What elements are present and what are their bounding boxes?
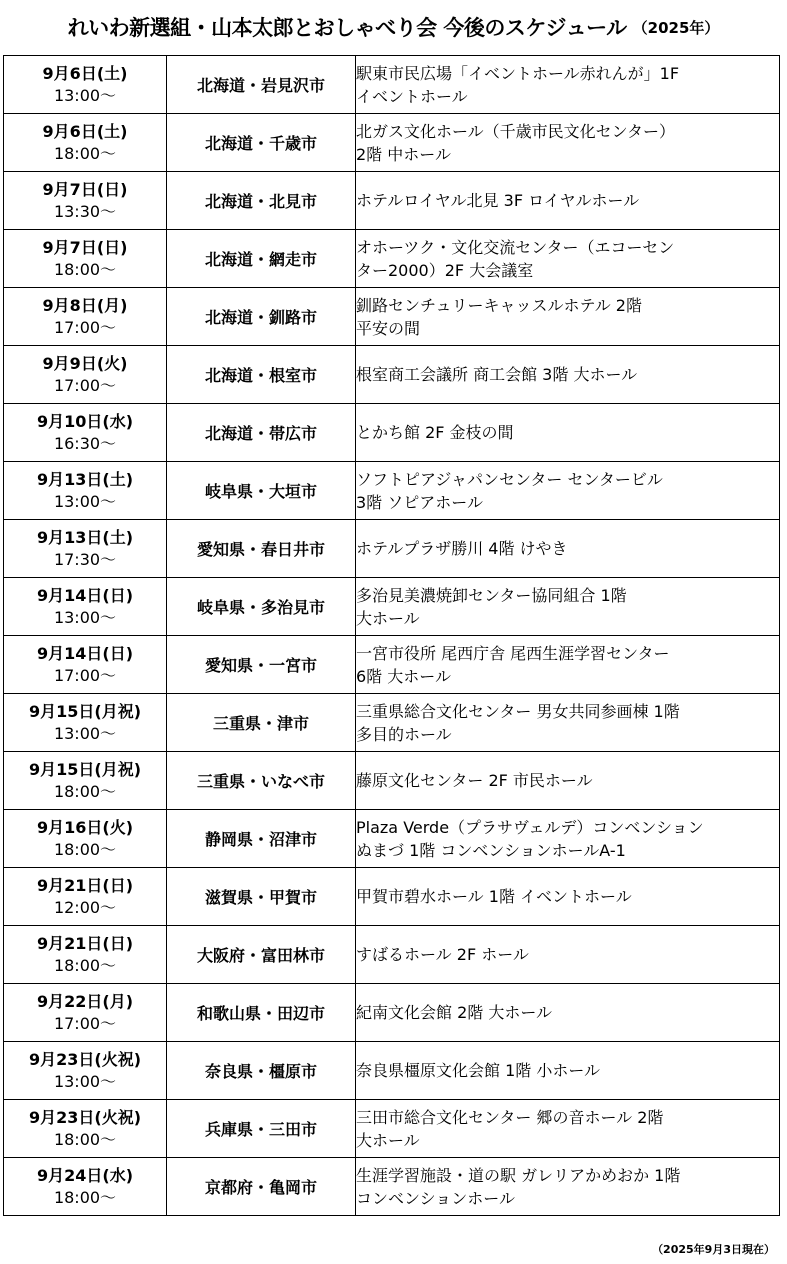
- event-date: 9月15日(月祝): [28, 759, 142, 779]
- date-time-cell: [4, 578, 167, 636]
- table-row: [4, 868, 780, 926]
- event-venue: オホーツク・文化交流センター（エコーセン ター2000）2F 大会議室: [356, 230, 780, 288]
- table-row: [4, 1100, 780, 1158]
- event-venue: すばるホール 2F ホール: [356, 926, 780, 984]
- event-location: 北海道・根室市: [167, 346, 356, 404]
- table-row: [4, 1042, 780, 1100]
- event-location: 北海道・釧路市: [167, 288, 356, 346]
- event-date: 9月7日(日): [42, 237, 128, 257]
- event-time: 17:00〜: [53, 375, 117, 395]
- date-time-cell: [4, 694, 167, 752]
- event-date: 9月14日(日): [36, 643, 134, 663]
- event-time: 18:00〜: [53, 839, 117, 859]
- event-date: 9月7日(日): [42, 179, 128, 199]
- event-time: 18:00〜: [53, 781, 117, 801]
- event-time: 13:00〜: [53, 491, 117, 511]
- date-time-cell: [4, 56, 167, 114]
- event-date: 9月16日(火): [36, 817, 134, 837]
- table-row: [4, 230, 780, 288]
- table-row: [4, 1158, 780, 1216]
- event-location: 静岡県・沼津市: [167, 810, 356, 868]
- event-date: 9月13日(土): [36, 469, 134, 489]
- event-venue: 釧路センチュリーキャッスルホテル 2階 平安の間: [356, 288, 780, 346]
- event-date: 9月10日(水): [36, 411, 134, 431]
- date-time-cell: [4, 810, 167, 868]
- date-time-cell: [4, 114, 167, 172]
- event-time: 13:00〜: [53, 723, 117, 743]
- event-date: 9月6日(土): [42, 63, 128, 83]
- event-date: 9月14日(日): [36, 585, 134, 605]
- event-location: 北海道・千歳市: [167, 114, 356, 172]
- event-time: 18:00〜: [53, 1187, 117, 1207]
- event-date: 9月23日(火祝): [28, 1049, 142, 1069]
- event-location: 愛知県・春日井市: [167, 520, 356, 578]
- date-time-cell: [4, 1158, 167, 1216]
- event-location: 三重県・津市: [167, 694, 356, 752]
- page-title: [0, 0, 787, 54]
- event-time: 12:00〜: [53, 897, 117, 917]
- table-row: [4, 462, 780, 520]
- event-venue: Plaza Verde（プラサヴェルデ）コンベンション ぬまづ 1階 コンベンションホールA-1: [356, 810, 780, 868]
- date-time-cell: [4, 172, 167, 230]
- table-row: [4, 810, 780, 868]
- event-time: 13:00〜: [53, 1071, 117, 1091]
- event-date: 9月21日(日): [36, 933, 134, 953]
- event-time: 18:00〜: [53, 955, 117, 975]
- date-time-cell: [4, 346, 167, 404]
- event-location: 三重県・いなべ市: [167, 752, 356, 810]
- event-time: 18:00〜: [53, 259, 117, 279]
- event-location: 北海道・北見市: [167, 172, 356, 230]
- event-time: 17:00〜: [53, 1013, 117, 1033]
- event-time: 13:00〜: [53, 85, 117, 105]
- event-time: 17:00〜: [53, 317, 117, 337]
- event-date: 9月21日(日): [36, 875, 134, 895]
- event-venue: 三田市総合文化センター 郷の音ホール 2階 大ホール: [356, 1100, 780, 1158]
- date-time-cell: [4, 288, 167, 346]
- event-time: 18:00〜: [53, 143, 117, 163]
- table-row: [4, 520, 780, 578]
- date-time-cell: [4, 926, 167, 984]
- event-location: 大阪府・富田林市: [167, 926, 356, 984]
- date-time-cell: [4, 404, 167, 462]
- as-of-date-note: （2025年9月3日現在）: [652, 1243, 775, 1256]
- event-date: 9月8日(月): [42, 295, 128, 315]
- date-time-cell: [4, 868, 167, 926]
- event-venue: 一宮市役所 尾西庁舎 尾西生涯学習センター 6階 大ホール: [356, 636, 780, 694]
- event-date: 9月23日(火祝): [28, 1107, 142, 1127]
- table-row: [4, 984, 780, 1042]
- event-location: 北海道・岩見沢市: [167, 56, 356, 114]
- event-location: 岐阜県・大垣市: [167, 462, 356, 520]
- event-venue: ホテルプラザ勝川 4階 けやき: [356, 520, 780, 578]
- date-time-cell: [4, 520, 167, 578]
- event-venue: 駅東市民広場「イベントホール赤れんが」1F イベントホール: [356, 56, 780, 114]
- event-location: 奈良県・橿原市: [167, 1042, 356, 1100]
- table-row: [4, 404, 780, 462]
- event-time: 16:30〜: [53, 433, 117, 453]
- event-venue: 紀南文化会館 2階 大ホール: [356, 984, 780, 1042]
- event-location: 京都府・亀岡市: [167, 1158, 356, 1216]
- event-venue: ホテルロイヤル北見 3F ロイヤルホール: [356, 172, 780, 230]
- event-venue: 根室商工会議所 商工会館 3階 大ホール: [356, 346, 780, 404]
- date-time-cell: [4, 1100, 167, 1158]
- event-time: 13:30〜: [53, 201, 117, 221]
- table-row: [4, 926, 780, 984]
- event-time: 13:00〜: [53, 607, 117, 627]
- event-date: 9月13日(土): [36, 527, 134, 547]
- event-venue: 北ガス文化ホール（千歳市民文化センター） 2階 中ホール: [356, 114, 780, 172]
- date-time-cell: [4, 636, 167, 694]
- table-row: [4, 636, 780, 694]
- schedule-year: （2025年）: [632, 18, 720, 37]
- schedule-table: [3, 55, 780, 1216]
- table-row: [4, 56, 780, 114]
- event-venue: 多治見美濃焼卸センター協同組合 1階 大ホール: [356, 578, 780, 636]
- table-row: [4, 288, 780, 346]
- event-location: 北海道・網走市: [167, 230, 356, 288]
- event-time: 17:30〜: [53, 549, 117, 569]
- event-location: 北海道・帯広市: [167, 404, 356, 462]
- event-location: 和歌山県・田辺市: [167, 984, 356, 1042]
- table-row: [4, 172, 780, 230]
- event-date: 9月15日(月祝): [28, 701, 142, 721]
- event-venue: 奈良県橿原文化会館 1階 小ホール: [356, 1042, 780, 1100]
- date-time-cell: [4, 1042, 167, 1100]
- event-venue: 甲賀市碧水ホール 1階 イベントホール: [356, 868, 780, 926]
- table-row: [4, 578, 780, 636]
- schedule-title: れいわ新選組・山本太郎とおしゃべり会 今後のスケジュール: [67, 16, 627, 40]
- event-time: 18:00〜: [53, 1129, 117, 1149]
- table-row: [4, 752, 780, 810]
- table-row: [4, 694, 780, 752]
- event-venue: 生涯学習施設・道の駅 ガレリアかめおか 1階 コンベンションホール: [356, 1158, 780, 1216]
- event-location: 兵庫県・三田市: [167, 1100, 356, 1158]
- date-time-cell: [4, 230, 167, 288]
- event-time: 17:00〜: [53, 665, 117, 685]
- date-time-cell: [4, 752, 167, 810]
- date-time-cell: [4, 984, 167, 1042]
- event-venue: ソフトピアジャパンセンター センタービル 3階 ソピアホール: [356, 462, 780, 520]
- schedule-table-body: [4, 56, 780, 1216]
- event-date: 9月22日(月): [36, 991, 134, 1011]
- event-date: 9月24日(水): [36, 1165, 134, 1185]
- event-date: 9月9日(火): [42, 353, 128, 373]
- event-location: 岐阜県・多治見市: [167, 578, 356, 636]
- event-date: 9月6日(土): [42, 121, 128, 141]
- date-time-cell: [4, 462, 167, 520]
- event-location: 滋賀県・甲賀市: [167, 868, 356, 926]
- table-row: [4, 114, 780, 172]
- event-venue: 藤原文化センター 2F 市民ホール: [356, 752, 780, 810]
- event-venue: とかち館 2F 金枝の間: [356, 404, 780, 462]
- event-location: 愛知県・一宮市: [167, 636, 356, 694]
- table-row: [4, 346, 780, 404]
- event-venue: 三重県総合文化センター 男女共同参画棟 1階 多目的ホール: [356, 694, 780, 752]
